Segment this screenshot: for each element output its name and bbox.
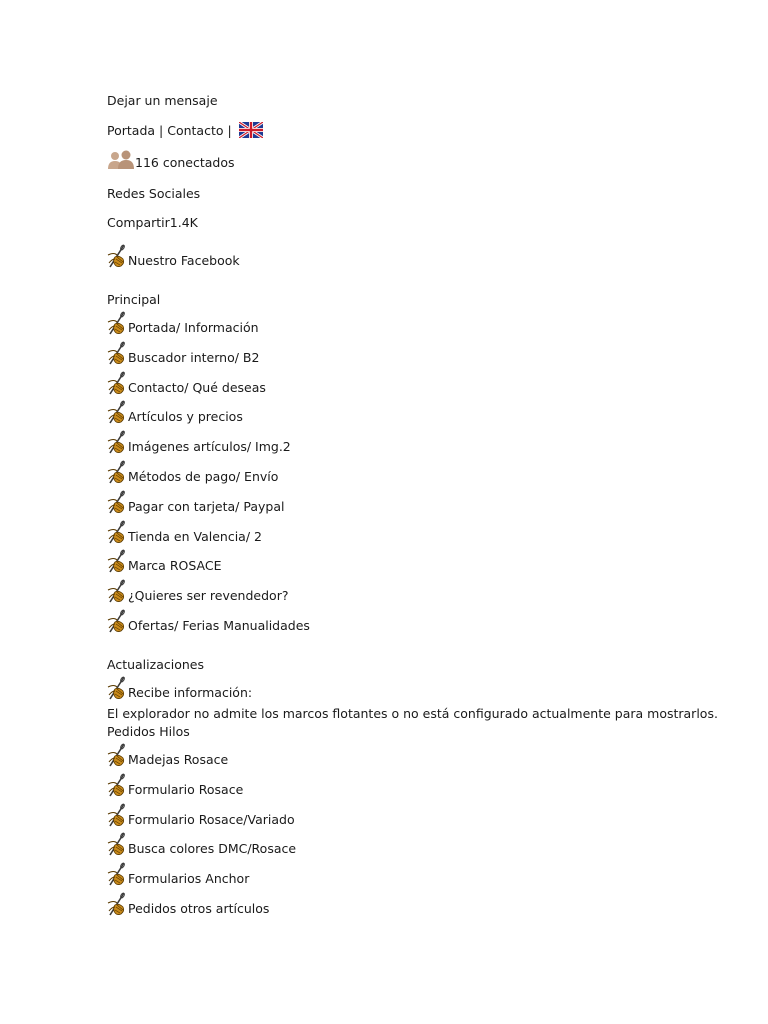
needle-thread-icon	[107, 608, 128, 634]
menu-item[interactable]	[107, 831, 296, 857]
needle-thread-icon	[107, 891, 128, 917]
needle-thread-icon	[107, 548, 128, 574]
menu-item-label: Pagar con tarjeta/ Paypal	[128, 498, 285, 514]
needle-thread-icon	[107, 429, 128, 455]
menu-item-label: Contacto/ Qué deseas	[128, 379, 266, 395]
menu-item[interactable]	[107, 742, 228, 768]
menu-item-label: Madejas Rosace	[128, 752, 229, 767]
nav-separator: |	[227, 123, 232, 138]
menu-item-label: Ofertas/ Ferias Manualidades	[128, 618, 310, 633]
needle-thread-icon	[107, 489, 128, 515]
nav-portada[interactable]: Portada	[107, 123, 156, 138]
needle-thread-icon	[107, 370, 128, 396]
needle-thread-icon	[107, 399, 128, 425]
online-users	[107, 150, 235, 171]
needle-thread-icon	[107, 519, 128, 545]
needle-thread-icon	[107, 243, 128, 269]
facebook-label: Nuestro Facebook	[128, 253, 240, 268]
menu-item-label: ¿Quieres ser revendedor?	[128, 588, 289, 604]
menu-item-label: Métodos de pago/ Envío	[128, 469, 279, 484]
receive-info-link[interactable]	[107, 675, 252, 701]
needle-thread-icon	[107, 675, 128, 701]
needle-thread-icon	[107, 772, 128, 798]
menu-item-label: Marca ROSACE	[128, 558, 222, 574]
menu-item-label: Formulario Rosace/Variado	[128, 811, 295, 827]
nav-separator: |	[159, 123, 164, 138]
menu-item[interactable]	[107, 310, 259, 336]
menu-item[interactable]	[107, 429, 291, 455]
share-button[interactable]: Compartir1.4K	[107, 215, 198, 230]
menu-item[interactable]	[107, 340, 259, 366]
menu-item-label: Portada/ Información	[128, 320, 259, 335]
menu-item[interactable]	[107, 459, 278, 485]
principal-heading: Principal	[107, 292, 161, 307]
menu-item[interactable]	[107, 578, 288, 604]
menu-item[interactable]	[107, 891, 269, 917]
social-heading: Redes Sociales	[107, 186, 201, 201]
menu-item-label: Imágenes artículos/ Img.2	[128, 439, 291, 455]
orders-heading: Pedidos Hilos	[107, 724, 190, 739]
uk-flag-icon[interactable]	[239, 122, 263, 138]
leave-message-link[interactable]: Dejar un mensaje	[107, 93, 218, 108]
needle-thread-icon	[107, 310, 128, 336]
receive-info-label: Recibe información:	[128, 685, 253, 700]
menu-item[interactable]	[107, 399, 243, 425]
menu-item[interactable]	[107, 861, 249, 887]
menu-item-label: Formulario Rosace	[128, 781, 244, 797]
iframe-notice: El explorador no admite los marcos flotantes o no está configurado actualmente para mostrarlos.	[107, 706, 718, 721]
needle-thread-icon	[107, 459, 128, 485]
nav-contacto[interactable]: Contacto	[167, 123, 224, 138]
needle-thread-icon	[107, 802, 128, 828]
updates-heading: Actualizaciones	[107, 657, 204, 672]
menu-item[interactable]	[107, 489, 284, 515]
needle-thread-icon	[107, 742, 128, 768]
menu-item[interactable]	[107, 608, 310, 634]
people-icon	[107, 150, 135, 170]
menu-item-label: Artículos y precios	[128, 409, 243, 425]
menu-item[interactable]	[107, 802, 295, 828]
menu-item[interactable]	[107, 772, 243, 798]
top-nav	[107, 122, 263, 139]
menu-item-label: Pedidos otros artículos	[128, 901, 270, 916]
menu-item-label: Tienda en Valencia/ 2	[128, 528, 262, 544]
menu-item[interactable]	[107, 519, 262, 545]
online-count: 116 conectados	[135, 155, 235, 170]
menu-item[interactable]	[107, 548, 221, 574]
menu-item[interactable]	[107, 370, 266, 396]
menu-item-label: Formularios Anchor	[128, 871, 250, 887]
needle-thread-icon	[107, 578, 128, 604]
menu-item-label: Buscador interno/ B2	[128, 349, 260, 365]
menu-item-label: Busca colores DMC/Rosace	[128, 841, 297, 857]
facebook-link[interactable]	[107, 243, 240, 269]
needle-thread-icon	[107, 831, 128, 857]
needle-thread-icon	[107, 340, 128, 366]
needle-thread-icon	[107, 861, 128, 887]
